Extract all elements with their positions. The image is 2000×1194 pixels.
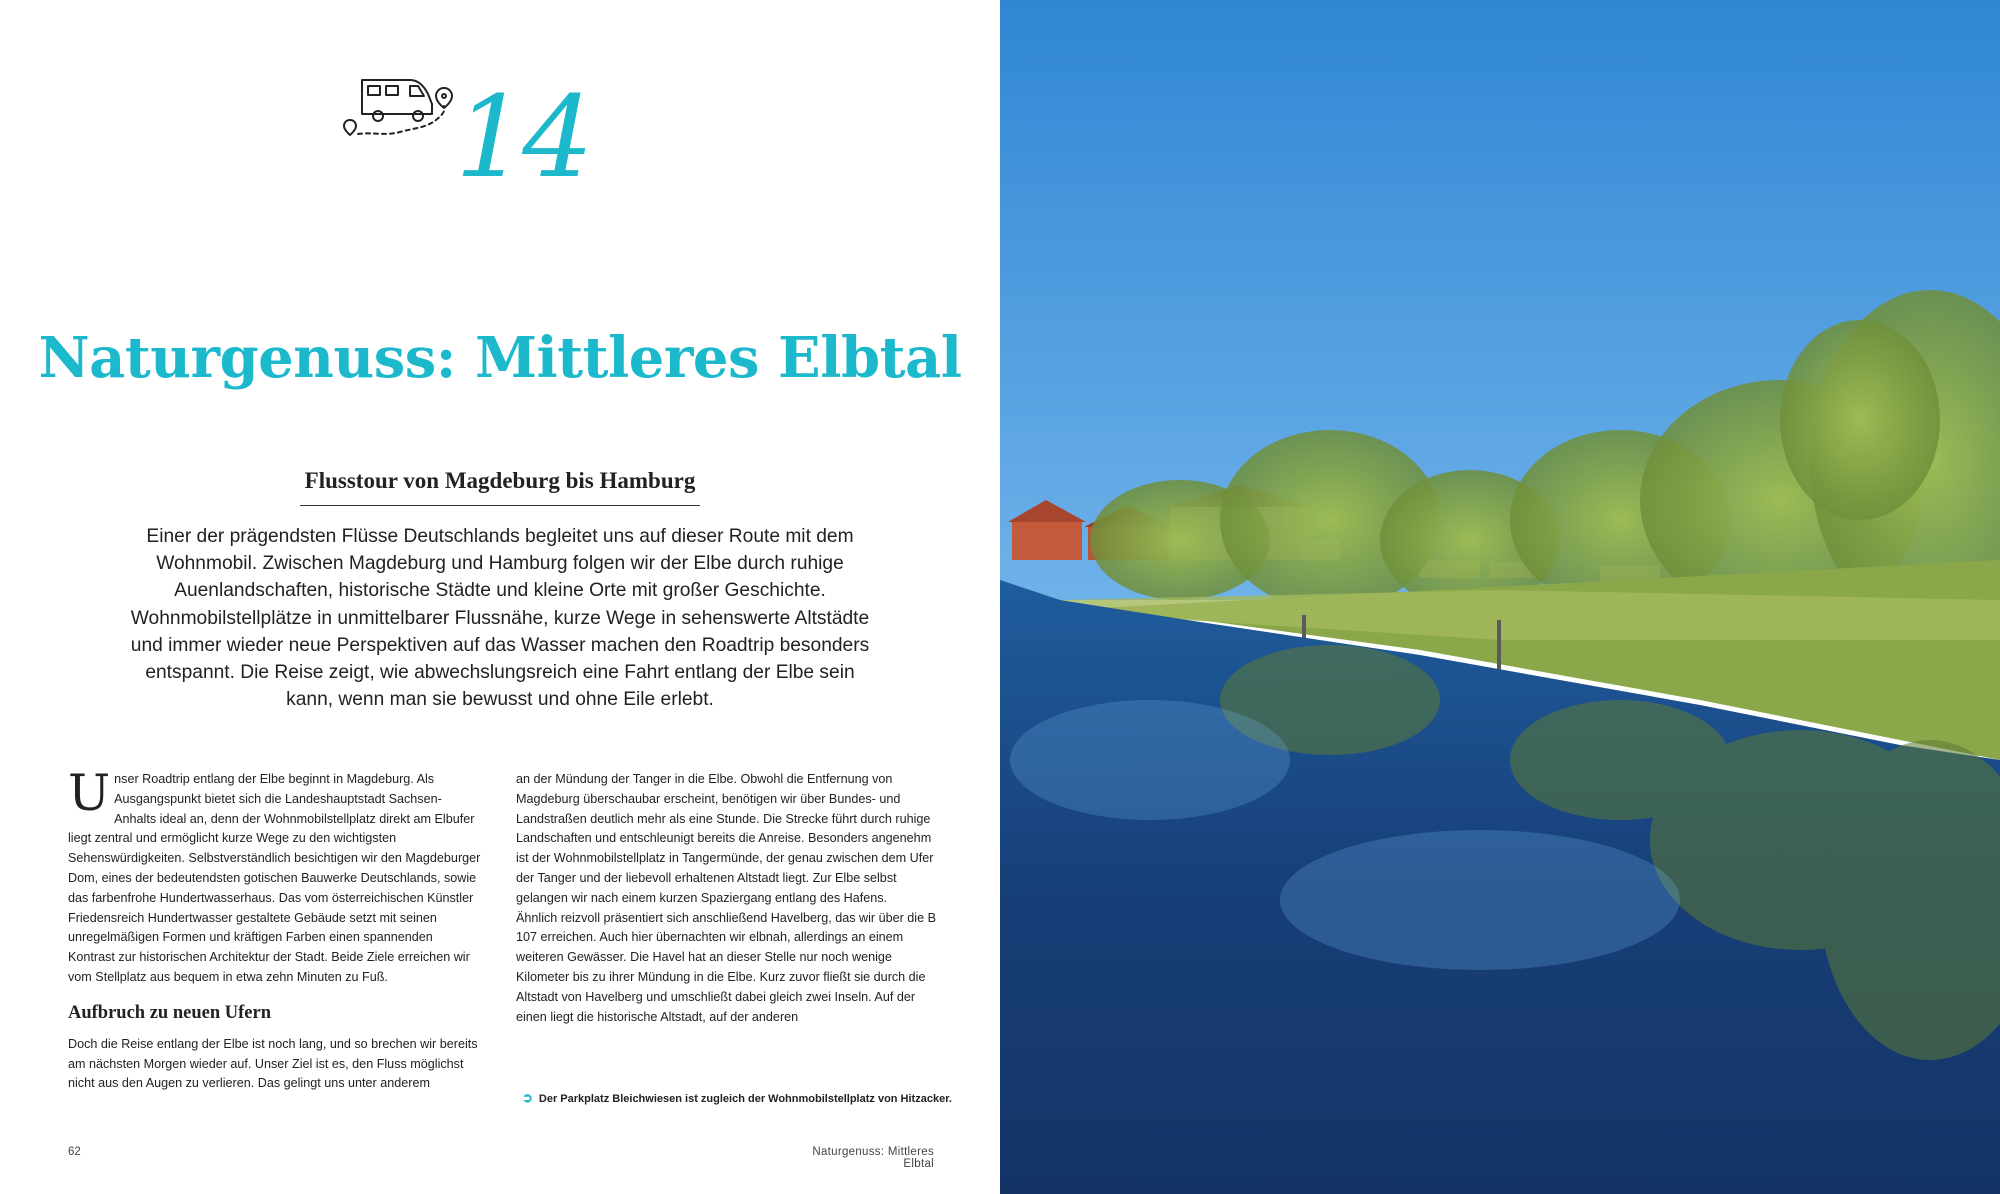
lead-text: Einer der prägendsten Flüsse Deutschlands begleitet uns auf dieser Route mit dem Wohnmobil. Zwischen Magdeburg und Hamburg folgen wir der Elbe durch ruhige Auenlandschaften, historische Städte und kleine Orte mit großer Geschichte. Wohnmobilstellplätze in unmittelbarer Flussnähe, kurze Wege in sehenswerte Altstädte und immer wieder neue Perspektiven auf das Wasser machen den Roadtrip besonders entspannt. Die Reise zeigt, wie abwechslungsreich eine Fahrt entlang der Elbe sein kann, wenn man sie bewusst und ohne Eile erlebt. [130, 526, 870, 711]
photo-caption [522, 1090, 962, 1106]
body-column-1 [68, 764, 483, 1094]
body-paragraph-text: nser Roadtrip entlang der Elbe beginnt in Magdeburg. Als Ausgangspunkt bietet sich die Landeshauptstadt Sachsen-Anhalts ideal an, denn der Wohnmobilstellplatz direkt am Elbufer liegt zentral und ermöglicht kurze Wege zu den wichtigsten Sehenswürdigkeiten. Selbstverständlich besichtigen wir den Magdeburger Dom, eines der bedeutendsten gotischen Bauwerke Deutschlands, sowie das farbenfrohe Hundertwasserhaus. Das vom österreichischen Künstler Friedensreich Hundertwasser gestaltete Gebäude setzt mit seinen unregelmäßigen Formen und kräftigen Farben einen spannenden Kontrast zur historischen Architektur der Stadt. Beide Ziele erreichen wir vom Stellplatz aus bequem in etwa zehn Minuten zu Fuß. [68, 772, 481, 984]
running-footer: Naturgenuss: Mittleres Elbtal [812, 1146, 934, 1170]
body-paragraph: an der Mündung der Tanger in die Elbe. Obwohl die Entfernung von Magdeburg überschaubar erscheint, benötigen wir über Bundes- und Landstraßen deutlich mehr als eine Stunde. Die Strecke führt durch ruhige Landschaften und entschleunigt bereits die Anreise. Besonders angenehm ist der Wohnmobilstellplatz in Tangermünde, der genau zwischen dem Ufer der Tanger und der liebevoll erhaltenen Altstadt liegt. Zur Elbe selbst gelangen wir nach einem kurzen Spaziergang entlang des Hafens. [516, 772, 934, 905]
camper-van-route-icon [340, 70, 464, 142]
page-title: Naturgenuss: Mittleres Elbtal [38, 325, 962, 391]
subtitle: Flusstour von Magdeburg bis Hamburg [304, 468, 696, 493]
page-number: 62 [68, 1146, 81, 1158]
arrow-right-icon: ➲ [522, 1090, 533, 1105]
body-paragraph: Ähnlich reizvoll präsentiert sich anschließend Havelberg, das wir über die B 107 erreichen. Auch hier übernachten wir elbnah, allerdings an einem weiteren Gewässer. Die Havel hat an dieser Stelle nur noch wenige Kilometer bis zu ihrer Mündung in die Elbe. Kurz zuvor fließt sie durch die Altstadt von Havelberg und umschließt dabei gleich zwei Inseln. Auf der einen liegt die historische Altstadt, auf der anderen [516, 910, 936, 1024]
drop-cap: U [68, 764, 111, 822]
subtitle-divider [300, 505, 700, 506]
body-paragraph: Doch die Reise entlang der Elbe ist noch lang, und so brechen wir bereits am nächsten Morgen wieder auf. Unser Ziel ist es, den Fluss möglichst nicht aus den Augen zu verlieren. Das gelingt uns unter anderem [68, 1036, 478, 1091]
caption-text: Der Parkplatz Bleichwiesen ist zugleich der Wohnmobilstellplatz von Hitzacker. [538, 1093, 952, 1105]
river-landscape-photo [1000, 0, 2000, 1194]
body-column-2 [516, 770, 936, 1027]
right-page [1000, 0, 2000, 1194]
body-paragraph [68, 764, 483, 988]
section-heading: Aufbruch zu neuen Ufern [68, 1002, 271, 1023]
chapter-number: 14 [455, 73, 590, 203]
lead-paragraph [130, 523, 870, 713]
